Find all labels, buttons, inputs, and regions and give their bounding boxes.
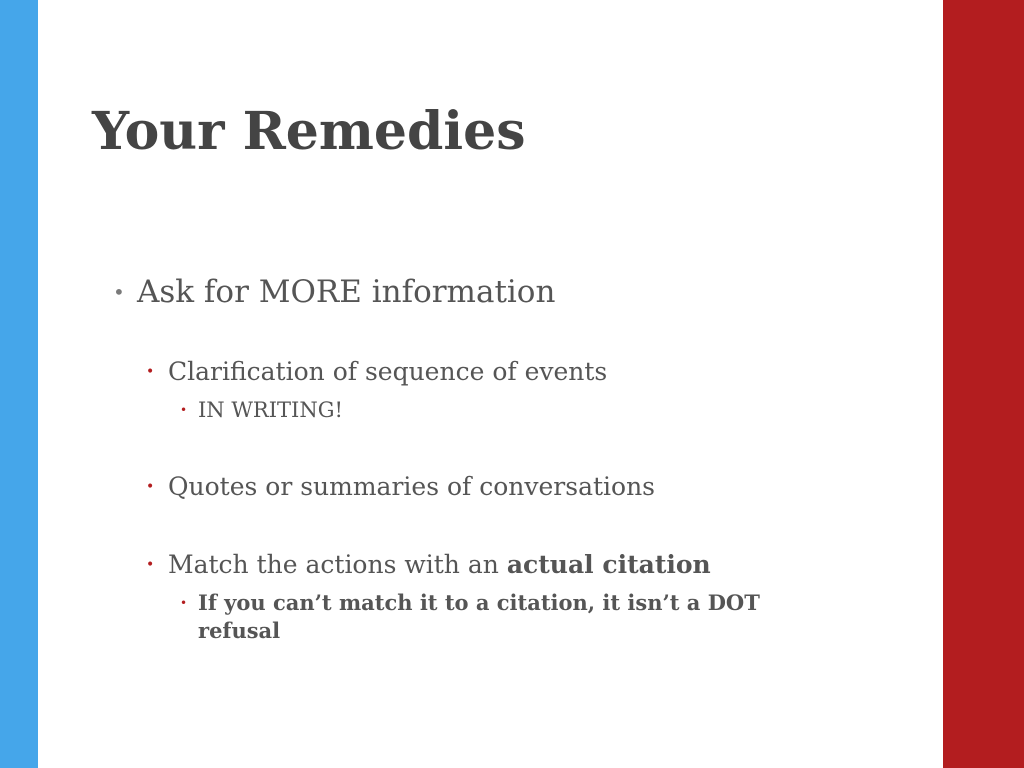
bullet-match-actions [146,547,711,583]
bullet-text-bold: actual citation [506,550,711,579]
bullet-text: If you can’t match it to a citation, it isn’t a DOT refusal [198,590,760,643]
slide-title: Your Remedies [92,101,526,162]
bullet-icon: • [146,479,155,495]
bullet-in-writing [180,396,343,424]
bullet-icon: • [180,403,188,417]
bullet-text: IN WRITING! [198,398,343,422]
bullet-icon: • [113,280,125,304]
left-accent-bar [0,0,38,768]
bullet-text: Quotes or summaries of conversations [168,472,656,501]
bullet-icon: • [146,557,155,573]
bullet-citation-note [180,589,880,645]
bullet-clarification [146,354,607,390]
bullet-text-regular: Match the actions with an [168,550,507,579]
bullet-quotes [146,469,655,505]
bullet-icon: • [146,364,155,380]
bullet-text [168,547,711,583]
bullet-ask-more-info [113,270,555,314]
bullet-text: Clarification of sequence of events [168,357,608,386]
right-accent-bar [943,0,1024,768]
bullet-icon: • [180,596,188,610]
bullet-text: Ask for MORE information [137,274,556,310]
